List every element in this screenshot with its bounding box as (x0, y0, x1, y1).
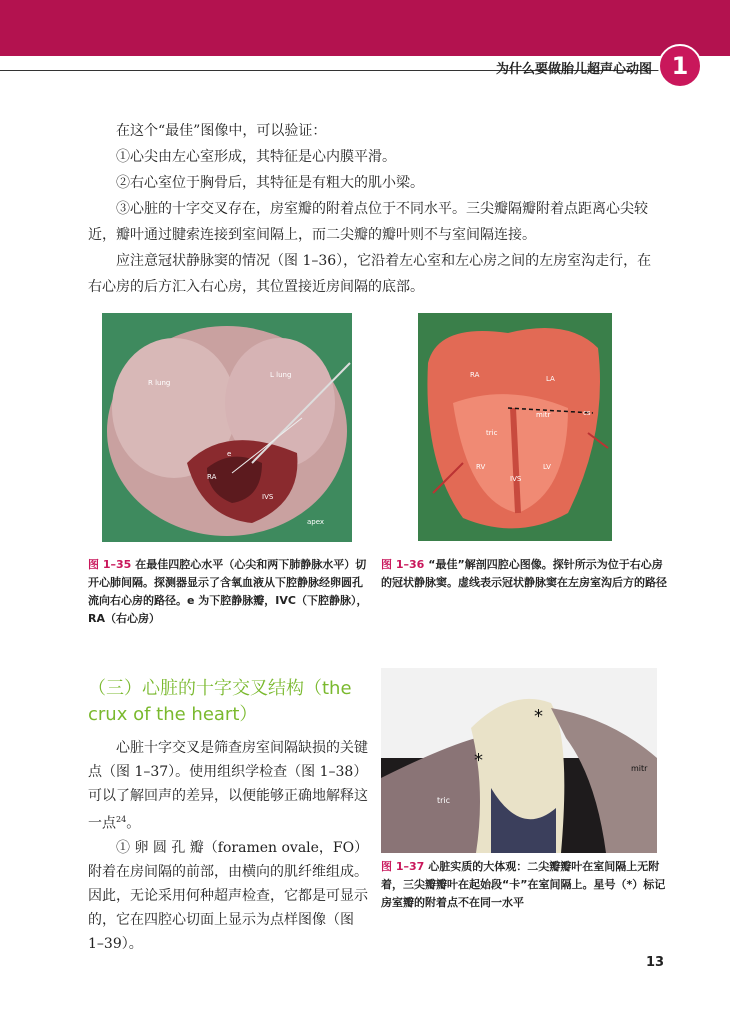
figure-label: L lung (270, 371, 292, 379)
figure-label: apex (307, 518, 325, 526)
paragraph (88, 736, 372, 836)
paragraph: ①心尖由左心室形成，其特征是心内膜平滑。 (116, 149, 396, 165)
figure-label: e (227, 450, 232, 458)
paragraph-end: 。 (126, 815, 141, 832)
asterisk-marker: * (534, 706, 543, 727)
figure-1-36-caption (381, 556, 671, 592)
section-text-block (88, 736, 372, 956)
paragraph: ① 卵 圆 孔 瓣（foramen ovale，FO） 附着在房间隔的前部，由横向的肌纤维组成。因此，无论采用何种超声检查，它都是可显示的，它在四腔心切面上显示为点样图像（图 1–39）。 (88, 839, 369, 952)
caption-text: 心脏实质的大体观：二尖瓣瓣叶在室间隔上无附着，三尖瓣瓣叶在起始段“卡”在室间隔上。星号（*）标记房室瓣的附着点不在同一水平 (381, 860, 666, 909)
chapter-number-badge: 1 (658, 44, 702, 88)
figure-label: IVS (262, 493, 274, 501)
figure-1-37-caption (381, 858, 671, 912)
figure-label: tric (437, 796, 451, 805)
paragraph: ③心脏的十字交叉存在，房室瓣的附着点位于不同水平。三尖瓣隔瓣附着点距离心尖较近，瓣叶通过腱索连接到室间隔上，而二尖瓣的瓣叶则不与室间隔连接。 (88, 201, 648, 243)
caption-text: “最佳”解剖四腔心图像。探针所示为位于右心房的冠状静脉窦。虚线表示冠状静脉窦在左房室沟后方的路径 (381, 558, 667, 589)
figure-label: RV (476, 463, 486, 471)
intro-text-block (88, 118, 656, 300)
figure-label: LV (543, 463, 551, 471)
reference-number: 24 (116, 815, 127, 824)
figure-label: RA (470, 371, 480, 379)
figure-label: mitr (536, 411, 551, 419)
paragraph: 应注意冠状静脉窦的情况（图 1–36），它沿着左心室和左心房之间的左房室沟走行，在右心房的后方汇入右心房，其位置接近房间隔的底部。 (88, 253, 652, 295)
figure-label: IVS (510, 475, 522, 483)
figure-label: R lung (148, 379, 171, 387)
figure-1-37-photo (381, 668, 657, 853)
asterisk-marker: * (474, 750, 483, 771)
paragraph: 在这个“最佳”图像中，可以验证： (116, 123, 327, 139)
running-header-title: 为什么要做胎儿超声心动图 (495, 62, 652, 77)
section-heading: （三）心脏的十字交叉结构（the crux of the heart） (88, 678, 352, 725)
figure-label: mitr (631, 764, 648, 773)
page-number: 13 (646, 955, 665, 970)
caption-text: 在最佳四腔心水平（心尖和两下肺静脉水平）切开心肺间隔。探测器显示了含氧血液从下腔静脉经卵圆孔流向右心房的路径。e 为下腔静脉瓣，IVC（下腔静脉），RA（右心房） (88, 558, 368, 625)
figure-1-35-caption (88, 556, 368, 628)
figure-number: 图 1–37 (381, 860, 425, 873)
figure-1-36-photo (418, 313, 612, 541)
figure-1-35-photo (102, 313, 352, 542)
figure-number: 图 1–35 (88, 558, 132, 571)
paragraph: ②右心室位于胸骨后，其特征是有粗大的肌小梁。 (116, 175, 424, 191)
figure-label: cs (583, 409, 591, 417)
figure-number: 图 1–36 (381, 558, 425, 571)
figure-label: RA (207, 473, 217, 481)
figure-label: LA (546, 375, 555, 383)
figure-label: tric (486, 429, 498, 437)
top-color-bar (0, 0, 730, 56)
paragraph-text: 心脏十字交叉是筛查房室间隔缺损的关键点（图 1–37）。使用组织学检查（图 1–38）可以了解回声的差异，以便能够正确地解释这一点 (88, 740, 368, 832)
